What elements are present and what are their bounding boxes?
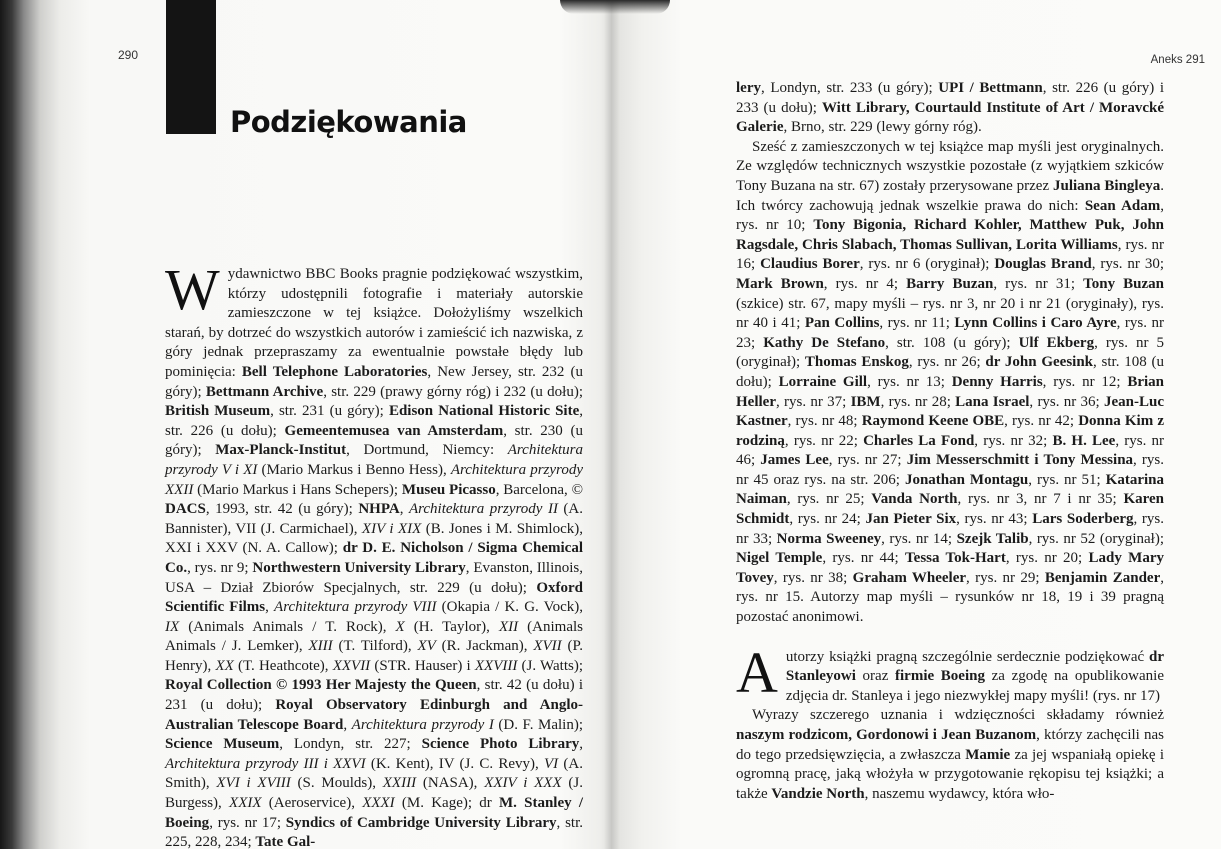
- text-run: , rys. nr 17;: [209, 814, 286, 831]
- bold-credit: Raymond Keene OBE: [861, 413, 1005, 430]
- right-text-column: [736, 79, 1164, 804]
- bold-credit: B. H. Lee: [1052, 432, 1116, 449]
- text-run: , Barcelona, ©: [495, 481, 583, 498]
- text-run: , rys. nr 46;: [736, 432, 1164, 469]
- italic-title: Architektura przyrody V i XI: [165, 442, 583, 478]
- text-run: , rys. nr 32;: [974, 432, 1053, 449]
- text-run: , rys. nr 30;: [1091, 256, 1165, 273]
- text-run: (B. Jones i M. Shimlock), XXI i XXV (N. A. Callow);: [165, 520, 583, 557]
- text-run: , rys. nr 52 (oryginał);: [1028, 530, 1164, 547]
- italic-title: VI: [544, 755, 559, 772]
- bold-credit: Bell Telephone Laboratories: [241, 363, 428, 380]
- bold-credit: Lorraine Gill: [778, 373, 868, 390]
- text-run: (M. Kage); dr: [394, 795, 499, 812]
- acknowledgements-paragraph: [165, 257, 584, 849]
- bold-credit: Royal Collection © 1993 Her Majesty the Queen: [165, 677, 477, 694]
- bold-credit: Jim Messerschmitt i Tony Messina: [906, 452, 1134, 469]
- text-run: (Mario Markus i Hans Schepers);: [193, 481, 402, 498]
- text-run: , rys. nr 29;: [966, 569, 1045, 586]
- text-run: , rys. nr 16;: [736, 236, 1164, 273]
- running-header-right: Aneks 291: [1150, 54, 1205, 66]
- text-run: , str. 108 (u dołu);: [736, 354, 1164, 390]
- bold-credit: Barry Buzan: [906, 275, 994, 292]
- bold-credit: Witt Library, Courtauld Institute of Art / Moravcké Galerie: [736, 99, 1164, 136]
- bold-credit: Claudius Borer: [760, 256, 860, 273]
- italic-title: XIII: [308, 638, 333, 655]
- italic-title: IX: [165, 618, 180, 635]
- bold-credit: Syndics of Cambridge University Library: [285, 814, 557, 831]
- text-run: (NASA),: [416, 775, 485, 792]
- bold-credit: Mark Brown: [736, 275, 824, 292]
- italic-title: XXXI: [362, 795, 395, 812]
- text-run: (K. Kent), IV (J. C. Revy),: [365, 755, 544, 772]
- text-run: (S. Moulds),: [290, 775, 383, 792]
- drop-cap: W: [165, 257, 220, 322]
- text-run: , Evanston, Illinois, USA – Dział Zbiorów Specjalnych, str. 229 (u dołu);: [165, 559, 584, 596]
- bold-credit: Pan Collins: [804, 315, 880, 332]
- text-run: (P. Henry),: [165, 638, 583, 674]
- bold-credit: Sean Adam: [1084, 197, 1161, 214]
- text-run: , 1993, str. 42 (u góry);: [205, 501, 359, 518]
- bold-credit: Gemeentemusea van Amsterdam: [284, 422, 504, 439]
- text-run: , rys. nr 36;: [1029, 393, 1104, 410]
- text-run: , rys. nr 4;: [823, 275, 907, 292]
- bold-credit: Royal Observatory Edinburgh and Anglo-Australian Telescope Board: [165, 697, 583, 733]
- bold-credit: Vandzie North: [771, 785, 865, 802]
- bold-credit: Jean-Luc Kastner: [736, 393, 1164, 430]
- text-run: Sześć z zamieszczonych w tej książce map myśli jest oryginalnych. Ze względów technicznych wszystkie pozostałe (z wyjątkiem szkiców Tony Buzana na str. 67) zostały przerysowane przez: [736, 138, 1164, 194]
- text-run: , str. 231 (u góry);: [270, 403, 389, 420]
- text-run: ,: [265, 599, 275, 616]
- bold-credit: Tony Buzan: [1083, 275, 1164, 292]
- text-run: , rys. nr 27;: [828, 452, 907, 469]
- text-run: (J. Burgess),: [165, 775, 583, 812]
- text-run: , rys. nr 15. Autorzy map myśli – rysunków nr 18, 19 i 39 pragną pozostać anonimowi.: [736, 569, 1164, 626]
- italic-title: Architektura przyrody II: [408, 501, 558, 518]
- bold-credit: NHPA: [358, 501, 400, 518]
- italic-title: XVII: [533, 638, 562, 655]
- text-run: , str. 108 (u góry);: [885, 334, 1019, 351]
- bold-credit: Tate Gal-: [255, 834, 316, 849]
- text-run: , rys. nr 5 (oryginał);: [736, 334, 1165, 371]
- text-run: (Animals Animals / J. Lemker),: [165, 618, 583, 655]
- bold-credit: Brian Heller: [736, 373, 1164, 410]
- text-run: , rys. nr 43;: [956, 511, 1033, 528]
- text-run: , rys. nr 25;: [786, 491, 872, 508]
- text-run: (A. Smith),: [165, 755, 583, 792]
- bold-credit: Science Museum: [165, 736, 280, 753]
- bold-credit: DACS: [165, 501, 206, 518]
- italic-title: Architektura przyrody XXII: [165, 461, 583, 498]
- bold-credit: Karen Schmidt: [736, 491, 1165, 528]
- bold-credit: IBM: [850, 393, 881, 410]
- bold-credit: Thomas Enskog: [804, 354, 909, 371]
- italic-title: XV: [417, 638, 436, 655]
- text-run: (Okapia / K. G. Vock),: [436, 599, 583, 616]
- text-run: , rys. nr 31;: [993, 275, 1084, 292]
- italic-title: XII: [498, 618, 519, 635]
- text-run: (A. Bannister), VII (J. Carmichael),: [165, 501, 583, 537]
- bold-credit: dr Stanleyowi: [785, 648, 1164, 685]
- text-run: , str. 42 (u dołu) i 231 (u dołu);: [165, 677, 584, 714]
- text-run: , rys. nr 37;: [775, 393, 851, 410]
- text-run: , rys. nr 12;: [1042, 373, 1128, 390]
- book-gutter: [604, 0, 620, 849]
- text-run: , rys. nr 23;: [736, 315, 1164, 351]
- text-run: , rys. nr 44;: [822, 550, 906, 567]
- credits-continuation: [736, 79, 1164, 138]
- bold-credit: Benjamin Zander: [1044, 569, 1161, 586]
- bold-credit: Lynn Collins i Caro Ayre: [954, 315, 1117, 332]
- text-run: . Ich twórcy zachowują jednak wszelkie prawa do nich:: [736, 177, 1164, 214]
- binding-shadow: [560, 0, 670, 14]
- text-run: utorzy książki pragną szczególnie serdecznie podziękować: [785, 648, 1149, 665]
- text-run: (H. Taylor),: [404, 618, 499, 635]
- bold-credit: Norma Sweeney: [776, 530, 882, 547]
- bold-credit: Szejk Talib: [956, 530, 1029, 547]
- chapter-marker-bar: [166, 0, 216, 134]
- chapter-title: Podziękowania: [230, 105, 467, 139]
- text-run: , Brno, str. 229 (lewy górny róg).: [783, 119, 982, 136]
- bold-credit: Douglas Brand: [994, 256, 1092, 273]
- text-run: , którzy zachęcili nas do tego przedsięwzięcia, a zwłaszcza: [736, 727, 1164, 763]
- right-page: [612, 0, 1221, 849]
- italic-title: Architektura przyrody I: [351, 716, 494, 733]
- text-run: , rys. nr 22;: [784, 432, 864, 449]
- text-run: , rys. nr 28;: [880, 393, 956, 410]
- bold-credit: Museu Picasso: [401, 481, 496, 498]
- italic-title: Architektura przyrody VIII: [274, 599, 437, 616]
- text-run: (Mario Markus i Benno Hess),: [257, 461, 451, 478]
- bold-credit: Jonathan Montagu: [904, 471, 1029, 488]
- italic-title: XXIX: [229, 795, 262, 812]
- bold-credit: Lady Mary Tovey: [736, 550, 1164, 586]
- bold-credit: Lana Israel: [955, 393, 1030, 410]
- text-run: , rys. nr 24;: [789, 511, 866, 528]
- text-run: oraz: [855, 668, 896, 685]
- bold-credit: firmie Boeing: [895, 668, 985, 685]
- text-run: ydawnictwo BBC Books pragnie podziękować wszystkim, którzy udostępnili fotografie i materiały autorskie zamieszczone w tej książce. Dołożyliśmy wszelkich starań, by dotrzeć do wszystkich autorów i zamieścić ich nazwiska, z góry jednak przepraszamy za ewentualnie powstałe błędy lub pominięcia:: [165, 266, 583, 380]
- family-thanks-paragraph: [736, 706, 1164, 804]
- bold-credit: Graham Wheeler: [852, 569, 967, 586]
- left-text-column: [165, 257, 584, 849]
- page-number-left: 290: [118, 48, 139, 62]
- text-run: , naszemu wydawcy, która wło-: [864, 785, 1055, 802]
- text-run: , str. 230 (u góry);: [165, 422, 583, 459]
- bold-credit: Jan Pieter Six: [865, 511, 957, 528]
- text-run: (T. Tilford),: [332, 638, 418, 655]
- text-run: (J. Watts);: [517, 657, 584, 674]
- bold-credit: Max-Planck-Institut: [215, 442, 347, 459]
- text-run: , rys. nr 11;: [879, 315, 955, 332]
- paragraph-body: [786, 649, 1164, 704]
- italic-title: XXVII: [332, 657, 371, 674]
- text-run: , rys. nr 6 (oryginał);: [859, 256, 995, 273]
- bold-credit: Northwestern University Library: [252, 559, 466, 576]
- text-run: , str. 226 (u dołu);: [165, 403, 583, 439]
- text-run: , Londyn, str. 233 (u góry);: [760, 80, 939, 96]
- bold-credit: Oxford Scientific Films: [165, 579, 583, 616]
- bold-credit: naszym rodzicom, Gordonowi i Jean Buzanom: [736, 727, 1037, 743]
- bold-credit: UPI / Bettmann: [938, 80, 1043, 96]
- text-run: , Londyn, str. 227;: [279, 736, 422, 753]
- bold-credit: lery: [736, 80, 761, 96]
- bold-credit: Bettmann Archive: [205, 383, 324, 400]
- text-run: (STR. Hauser) i: [370, 657, 475, 674]
- text-run: , rys. nr 13;: [867, 373, 952, 390]
- text-run: , rys. nr 42;: [1004, 413, 1079, 430]
- special-thanks-paragraph: [736, 639, 1164, 707]
- italic-title: Architektura przyrody III i XXVI: [165, 755, 366, 772]
- text-run: , rys. nr 20;: [1005, 550, 1089, 567]
- text-run: ,: [343, 716, 352, 733]
- bold-credit: Tessa Tok-Hart: [905, 550, 1006, 567]
- bold-credit: Tony Bigonia, Richard Kohler, Matthew Puk, John Ragsdale, Chris Slabach, Thomas Sullivan, Lorita Williams: [736, 217, 1165, 253]
- bold-credit: dr D. E. Nicholson / Sigma Chemical Co.: [165, 540, 583, 576]
- bold-credit: British Museum: [165, 403, 271, 420]
- text-run: (D. F. Malin);: [493, 716, 584, 733]
- bold-credit: Juliana Bingleya: [1053, 177, 1161, 194]
- mind-map-credits: [736, 138, 1164, 628]
- bold-credit: Science Photo Library: [421, 736, 580, 753]
- text-run: , rys. nr 38;: [773, 569, 853, 586]
- drop-cap: A: [736, 639, 778, 705]
- bold-credit: Denny Harris: [951, 373, 1043, 390]
- text-run: ,: [399, 501, 409, 518]
- text-run: , str. 226 (u góry) i 233 (u dołu);: [736, 80, 1164, 116]
- bold-credit: Ulf Ekberg: [1018, 334, 1095, 351]
- bold-credit: Edison National Historic Site: [388, 403, 580, 420]
- italic-title: XIV i XIX: [361, 520, 422, 537]
- text-run: za zgodę na opublikowanie zdjęcia dr. Stanleya i jego niezwykłej mapy myśli! (rys. nr 17): [785, 668, 1164, 704]
- text-run: , rys. nr 26;: [908, 354, 986, 371]
- bold-credit: James Lee: [760, 452, 829, 469]
- bold-credit: Vanda North: [871, 491, 958, 508]
- text-run: (R. Jackman),: [435, 638, 534, 655]
- text-run: , rys. nr 9;: [187, 559, 253, 576]
- text-run: (Aeroservice),: [261, 795, 363, 812]
- paragraph-body: [165, 257, 584, 849]
- text-run: , rys. nr 48;: [787, 413, 862, 430]
- bold-credit: Nigel Temple: [736, 550, 823, 567]
- italic-title: XXIII: [382, 775, 417, 792]
- italic-title: X: [395, 618, 405, 635]
- bold-credit: Mamie: [965, 746, 1011, 763]
- italic-title: XX: [215, 657, 234, 674]
- text-run: , str. 229 (prawy górny róg) i 232 (u dołu);: [323, 383, 583, 400]
- bold-credit: Donna Kim z rodziną: [736, 413, 1164, 449]
- italic-title: XVI i XVIII: [216, 775, 291, 792]
- bold-credit: Lars Soderberg: [1032, 511, 1134, 528]
- text-run: , New Jersey, str. 232 (u góry);: [165, 363, 584, 400]
- text-run: (Animals Animals / T. Rock),: [179, 618, 396, 635]
- bold-credit: Katarina Naiman: [736, 471, 1165, 508]
- bold-credit: Kathy De Stefano: [763, 334, 886, 351]
- italic-title: XXIV i XXX: [484, 775, 562, 792]
- text-run: , rys. nr 45 oraz rys. na str. 206;: [736, 452, 1165, 488]
- bold-credit: dr John Geesink: [985, 354, 1094, 371]
- text-run: , rys. nr 33;: [736, 511, 1164, 547]
- text-run: (szkice) str. 67, mapy myśli – rys. nr 3, nr 20 i nr 21 (oryginały), rys. nr 40 i 41;: [736, 295, 1164, 332]
- text-run: , str. 225, 228, 234;: [165, 814, 583, 849]
- bold-credit: M. Stanley / Boeing: [165, 795, 584, 831]
- text-run: , Dortmund, Niemcy:: [346, 442, 508, 459]
- text-run: , rys. nr 10;: [736, 197, 1164, 234]
- text-run: , rys. nr 3, nr 7 i nr 35;: [957, 491, 1124, 508]
- text-run: (T. Heathcote),: [233, 657, 333, 674]
- text-run: Wyrazy szczerego uznania i wdzięczności składamy również: [752, 707, 1164, 724]
- bold-credit: Charles La Fond: [863, 432, 975, 449]
- text-run: za jej wspaniałą opiekę i ogromną pracę, jaką włożyła w przygotowanie rękopisu tej książki; a także: [736, 746, 1164, 802]
- text-run: , rys. nr 51;: [1028, 471, 1106, 488]
- italic-title: XXVIII: [474, 657, 518, 674]
- text-run: ,: [579, 736, 583, 753]
- text-run: , rys. nr 14;: [881, 530, 957, 547]
